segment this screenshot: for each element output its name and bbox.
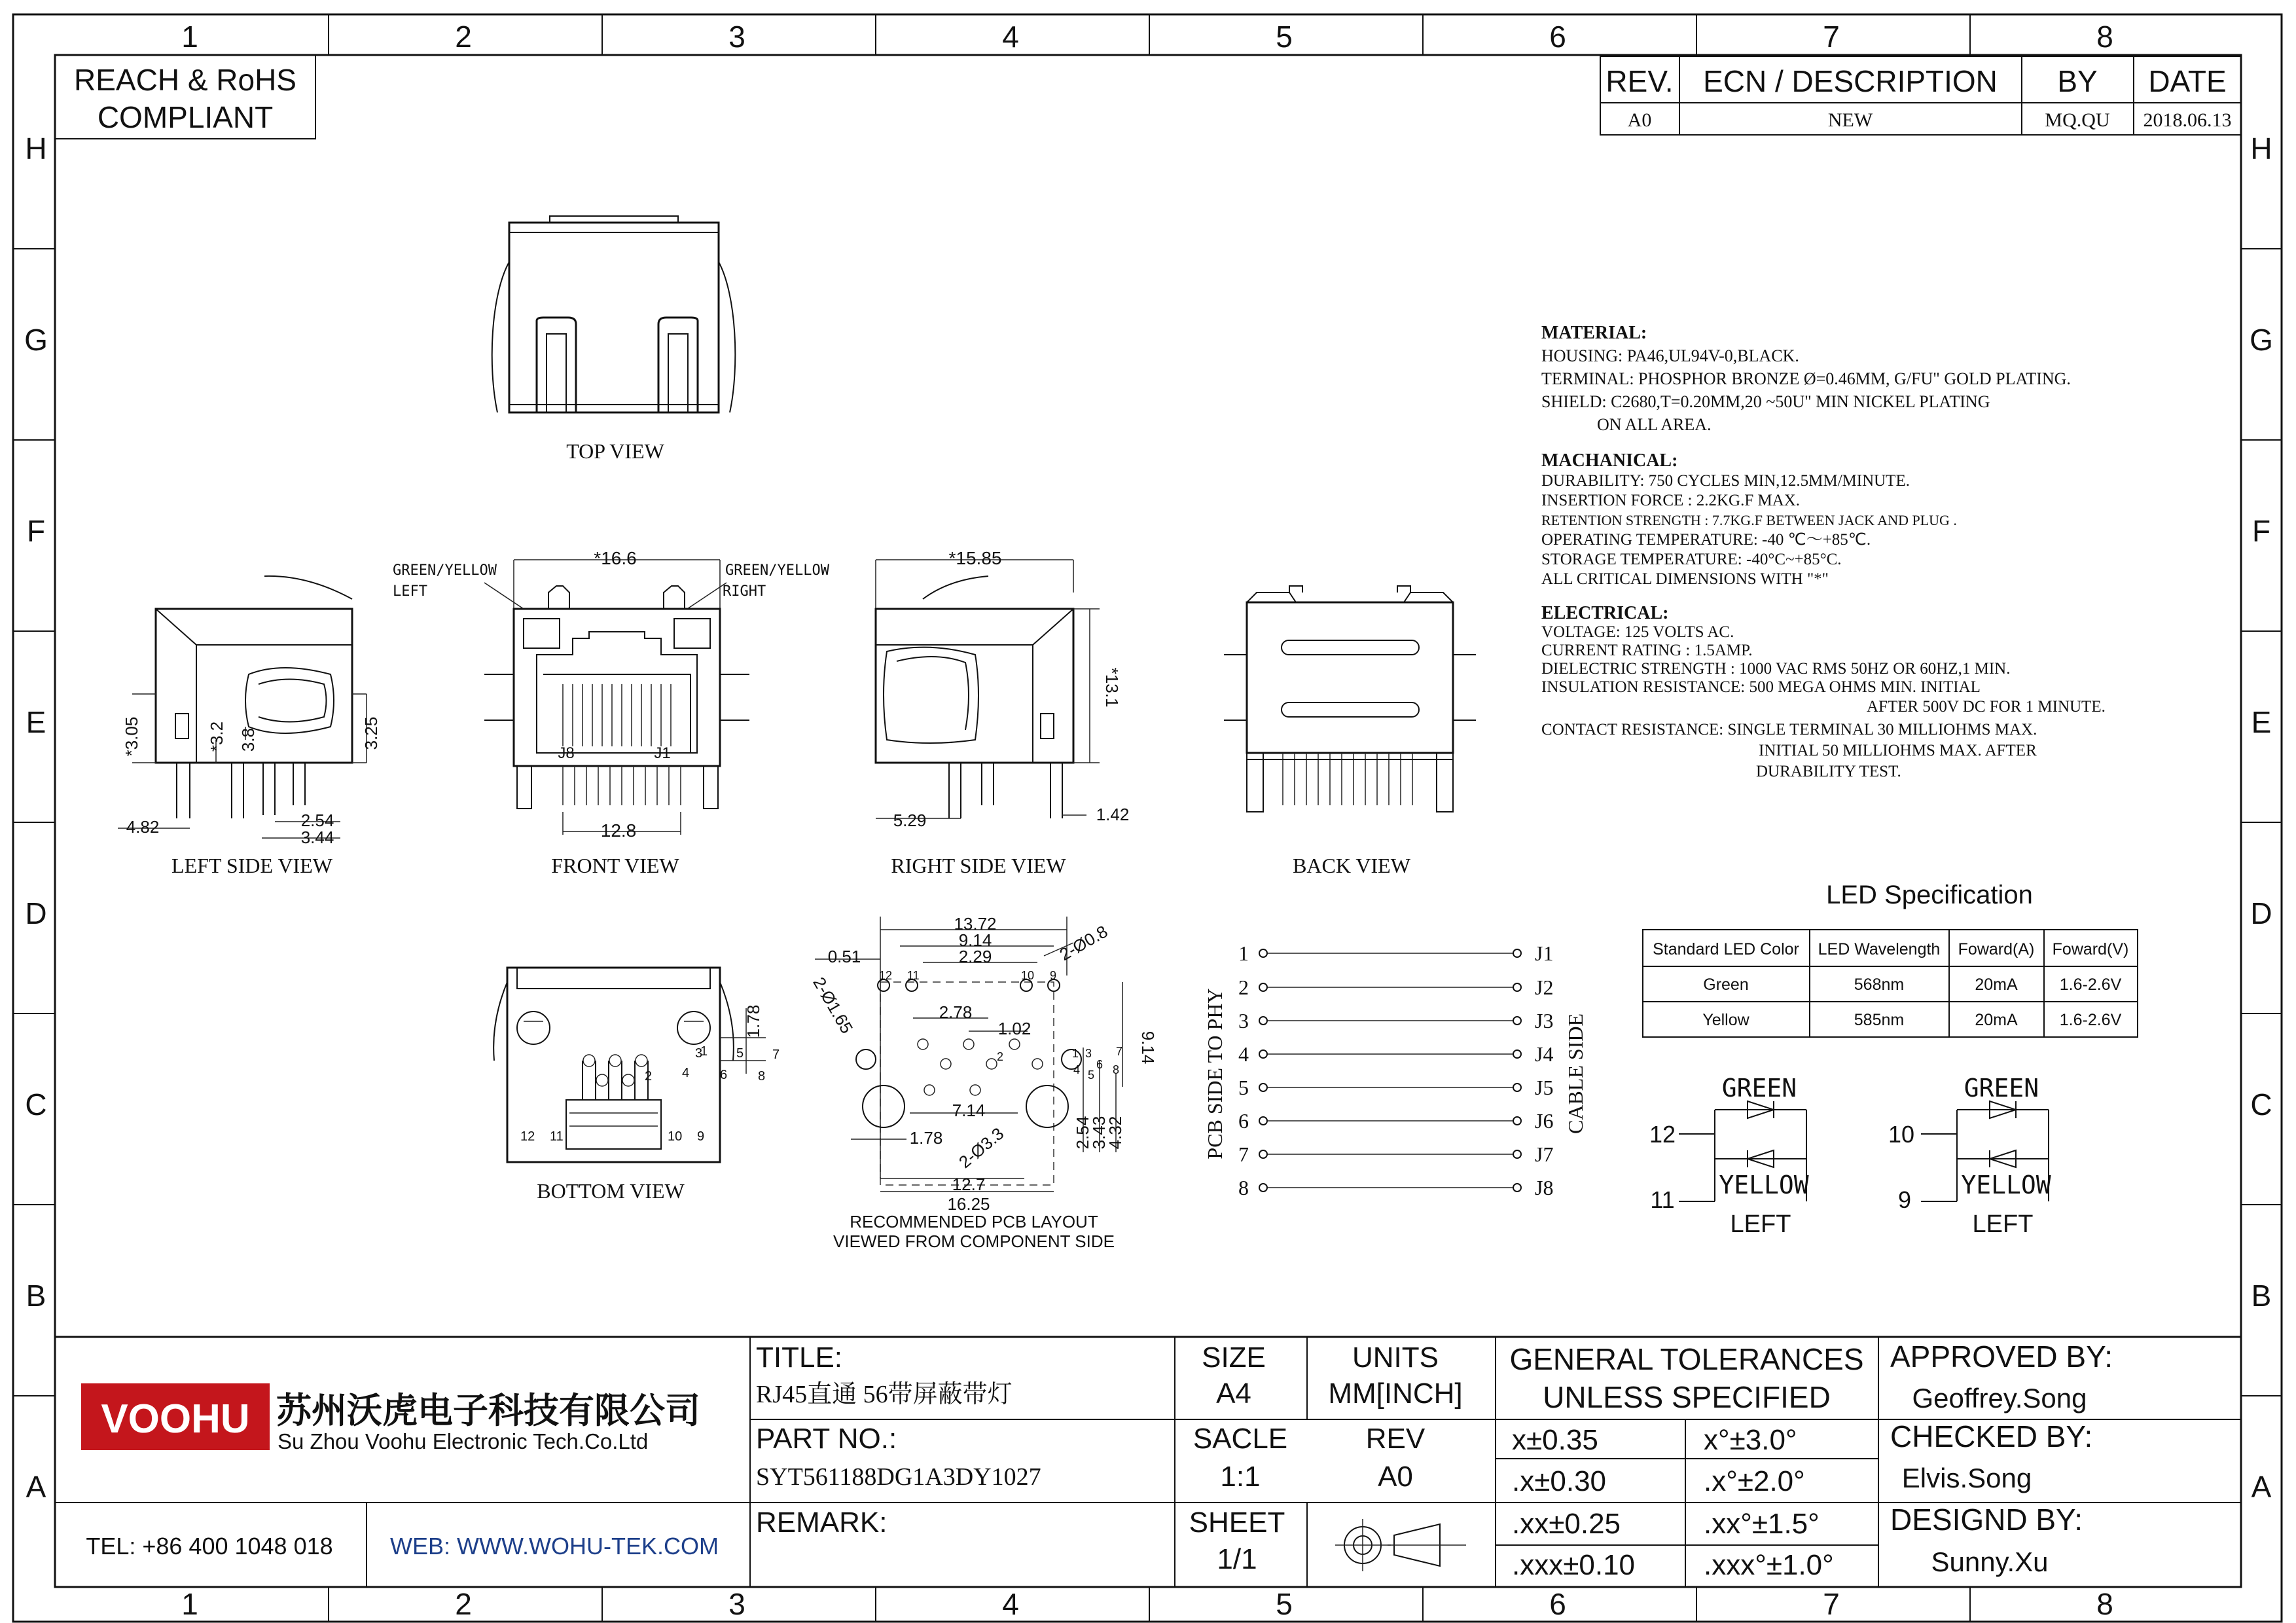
title-value: RJ45直通 56带屏蔽带灯	[756, 1381, 1013, 1408]
grid-row-g: G	[24, 323, 48, 357]
sheet-label: SHEET	[1189, 1506, 1285, 1539]
grid-col-1-bottom: 1	[181, 1587, 198, 1621]
pinout-right-j5: J5	[1535, 1076, 1554, 1099]
pinout-left-6: 6	[1238, 1109, 1249, 1133]
units-label: UNITS	[1352, 1341, 1439, 1374]
grid-row-g-right: G	[2250, 323, 2273, 357]
back-view-label: BACK VIEW	[1293, 854, 1410, 877]
grid-col-4-bottom: 4	[1002, 1587, 1019, 1621]
bottom-pin-1: 1	[700, 1044, 708, 1059]
grid-col-1: 1	[181, 20, 198, 54]
pcb-pin-8: 8	[1113, 1063, 1120, 1076]
pcb-pin-4: 4	[1073, 1063, 1081, 1076]
led-header-wavelength: LED Wavelength	[1818, 940, 1941, 958]
tolerance-angle-2: .xx°±1.5°	[1704, 1508, 1820, 1540]
bottom-view-label: BOTTOM VIEW	[537, 1179, 685, 1203]
grid-col-2-bottom: 2	[455, 1587, 472, 1621]
rev-label: REV	[1365, 1423, 1426, 1455]
outer-frame	[13, 14, 2282, 1622]
mechanical-line-5: STORAGE TEMPERATURE: -40°C~+85°C.	[1541, 551, 1842, 568]
pcb-pin-11: 11	[907, 969, 920, 982]
pinout-right-j3: J3	[1535, 1009, 1554, 1032]
pinout-left-8: 8	[1238, 1176, 1249, 1199]
bottom-view	[493, 968, 780, 1203]
led-header-forward-v: Foward(V)	[2052, 940, 2129, 958]
grid-col-4: 4	[1002, 20, 1019, 54]
scale-value: 1:1	[1220, 1461, 1261, 1493]
compliance-box	[55, 55, 315, 139]
ecn-header: ECN / DESCRIPTION	[1703, 64, 1998, 98]
pcb-layout-label-1: RECOMMENDED PCB LAYOUT	[850, 1212, 1098, 1231]
sheet-value: 1/1	[1217, 1543, 1257, 1575]
pcb-dim-0-51: 0.51	[827, 947, 861, 966]
dim-right-5-29: 5.29	[893, 811, 927, 830]
title-block	[55, 1337, 2241, 1587]
grid-columns-top	[181, 20, 2113, 54]
grid-col-5-bottom: 5	[1276, 1587, 1293, 1621]
bottom-pins-bottom	[520, 1129, 704, 1144]
led-row-yellow-color: Yellow	[1702, 1011, 1749, 1029]
date-header: DATE	[2148, 64, 2227, 98]
pin-j8-label: J8	[558, 744, 575, 762]
rev-value: A0	[1627, 109, 1652, 131]
by-value: MQ.QU	[2045, 109, 2110, 131]
mechanical-line-1: DURABILITY: 750 CYCLES MIN,12.5MM/MINUTE.	[1541, 472, 1910, 490]
part-label: PART NO.:	[756, 1423, 897, 1455]
electrical-title: ELECTRICAL:	[1541, 603, 1669, 623]
electrical-line-2: CURRENT RATING : 1.5AMP.	[1541, 642, 1753, 659]
grid-row-f-right: F	[2251, 514, 2271, 548]
designed-label: DESIGND BY:	[1890, 1503, 2083, 1537]
grid-row-d-right: D	[2250, 896, 2272, 930]
pinout-right-j6: J6	[1535, 1109, 1554, 1133]
tolerance-angle-1: .x°±2.0°	[1704, 1465, 1805, 1497]
material-title: MATERIAL:	[1541, 323, 1647, 343]
units-value: MM[INCH]	[1328, 1377, 1463, 1410]
dim-left-4-82: 4.82	[126, 817, 160, 837]
pinout-right-label: CABLE SIDE	[1564, 1013, 1587, 1134]
led-left-side: LEFT	[393, 583, 427, 600]
electrical-line-4: INSULATION RESISTANCE: 500 MEGA OHMS MIN. INITIAL	[1541, 678, 1981, 696]
led-spec-title: LED Specification	[1826, 881, 2033, 909]
pcb-dim-1-78: 1.78	[909, 1128, 943, 1148]
pinout-left-5: 5	[1238, 1076, 1249, 1099]
grid-row-h: H	[25, 132, 47, 166]
revision-table	[1600, 56, 2241, 135]
grid-col-3-bottom: 3	[728, 1587, 745, 1621]
pcb-dim-hole-0-8: 2-Ø0.8	[1056, 921, 1111, 965]
grid-col-7-bottom: 7	[1823, 1587, 1840, 1621]
bottom-pin-10: 10	[668, 1129, 683, 1144]
title-label: TITLE:	[756, 1341, 843, 1374]
tolerance-linear-3: .xxx±0.10	[1512, 1549, 1636, 1581]
pinout-left-pins	[1238, 941, 1249, 1199]
grid-row-b-right: B	[2251, 1279, 2272, 1313]
material-line-4: ON ALL AREA.	[1597, 415, 1712, 434]
dim-front-width: *16.6	[594, 548, 637, 568]
pcb-pin-7: 7	[1116, 1045, 1123, 1058]
led-row-yellow-voltage: 1.6-2.6V	[2059, 1011, 2122, 1029]
pcb-dim-12-7: 12.7	[952, 1175, 986, 1194]
pinout-left-4: 4	[1238, 1042, 1249, 1066]
dim-right-1-42: 1.42	[1096, 805, 1130, 824]
grid-columns-bottom	[181, 1587, 2113, 1621]
mechanical-title: MACHANICAL:	[1541, 450, 1678, 471]
led-row-green-current: 20mA	[1975, 976, 2018, 994]
led-spec-table	[1643, 881, 2138, 1037]
pcb-layout	[809, 914, 1158, 1251]
left-side-view-label: LEFT SIDE VIEW	[171, 854, 332, 877]
mechanical-line-3: RETENTION STRENGTH : 7.7KG.F BETWEEN JACK AND PLUG .	[1541, 512, 1957, 528]
pinout-left-1: 1	[1238, 941, 1249, 965]
pinout-left-2: 2	[1238, 976, 1249, 999]
checked-label: CHECKED BY:	[1890, 1419, 2093, 1453]
pcb-dim-7-14: 7.14	[952, 1101, 986, 1120]
designed-value: Sunny.Xu	[1931, 1546, 2049, 1577]
pcb-dim-1-02: 1.02	[997, 1019, 1031, 1038]
led-row-green-wavelength: 568nm	[1854, 976, 1905, 994]
compliance-line-1: REACH & RoHS	[74, 63, 296, 97]
front-contacts	[563, 684, 671, 746]
pcb-dim-3-43: 3.43	[1089, 1116, 1109, 1150]
dim-left-3-2: *3.2	[207, 721, 226, 752]
specifications	[1541, 323, 2106, 780]
led-diagram-1	[1649, 1074, 1809, 1238]
tolerance-linear-0: x±0.35	[1512, 1424, 1598, 1456]
grid-rows-left	[24, 132, 48, 1504]
led2-top-pin: 10	[1888, 1121, 1915, 1148]
company-tel: TEL: +86 400 1048 018	[86, 1533, 333, 1559]
third-angle-projection-icon	[1335, 1519, 1466, 1571]
pcb-pin-1: 1	[1072, 1047, 1079, 1060]
led2-bottom-pin: 9	[1897, 1186, 1912, 1213]
top-view-label: TOP VIEW	[566, 439, 664, 463]
rev-block-value: A0	[1378, 1461, 1413, 1493]
bottom-pin-12: 12	[520, 1129, 535, 1144]
pinout-left-label: PCB SIDE TO PHY	[1203, 988, 1227, 1159]
material-line-1: HOUSING: PA46,UL94V-0,BLACK.	[1541, 346, 1799, 365]
grid-col-7: 7	[1823, 20, 1840, 54]
bottom-pin-9: 9	[697, 1129, 705, 1144]
pcb-pin-5: 5	[1088, 1068, 1095, 1082]
grid-col-8-bottom: 8	[2096, 1587, 2113, 1621]
grid-row-f: F	[26, 514, 46, 548]
mechanical-line-4: OPERATING TEMPERATURE: -40 ℃～+85℃.	[1541, 531, 1871, 549]
grid-row-b: B	[26, 1279, 46, 1313]
dim-right-width: *15.85	[948, 548, 1002, 568]
led2-lower-label: YELLOW	[1961, 1171, 2051, 1199]
led1-bottom-pin: 11	[1650, 1186, 1675, 1213]
dim-right-height: *13.1	[1102, 667, 1122, 708]
front-view-label: FRONT VIEW	[551, 854, 679, 877]
electrical-line-6: CONTACT RESISTANCE: SINGLE TERMINAL 30 MILLIOHMS MAX.	[1541, 721, 2037, 739]
grid-col-3: 3	[728, 20, 745, 54]
checked-value: Elvis.Song	[1901, 1463, 2032, 1493]
dim-bottom-1-78: 1.78	[744, 1004, 763, 1038]
grid-row-c-right: C	[2250, 1087, 2272, 1122]
led-row-yellow-current: 20mA	[1975, 1011, 2018, 1029]
led1-lower-label: YELLOW	[1719, 1171, 1809, 1199]
grid-row-e-right: E	[2251, 705, 2272, 739]
material-line-3: SHIELD: C2680,T=0.20MM,20 ~50U" MIN NICKEL PLATING	[1541, 392, 1990, 411]
date-value: 2018.06.13	[2143, 109, 2232, 131]
approved-value: Geoffrey.Song	[1912, 1383, 2087, 1413]
pcb-dim-2-54: 2.54	[1073, 1116, 1092, 1150]
grid-rows-right	[2250, 132, 2273, 1504]
top-view	[492, 216, 736, 463]
bottom-pins-top	[645, 1044, 780, 1084]
dim-left-3-25: 3.25	[361, 716, 381, 750]
pinout-right-j8: J8	[1535, 1176, 1554, 1199]
led1-side-label: LEFT	[1730, 1211, 1791, 1238]
pinout-right-j2: J2	[1535, 976, 1554, 999]
company-logo-text: VOOHU	[101, 1396, 250, 1442]
tolerance-title-2: UNLESS SPECIFIED	[1543, 1380, 1831, 1414]
pcb-pin-12: 12	[879, 969, 893, 982]
tolerance-title-1: GENERAL TOLERANCES	[1509, 1342, 1864, 1376]
back-view	[1224, 586, 1476, 877]
bottom-pin-4: 4	[682, 1066, 690, 1080]
led1-upper-label: GREEN	[1721, 1074, 1797, 1103]
tolerance-angle-0: x°±3.0°	[1704, 1424, 1797, 1456]
led2-upper-label: GREEN	[1964, 1074, 2039, 1103]
bottom-pin-7: 7	[772, 1048, 780, 1062]
front-view	[393, 548, 830, 877]
pcb-dim-hole-3-3: 2-Ø3.3	[955, 1123, 1008, 1173]
rev-header: REV.	[1605, 64, 1674, 98]
pcb-layout-label-2: VIEWED FROM COMPONENT SIDE	[833, 1231, 1115, 1251]
ecn-value: NEW	[1827, 109, 1873, 131]
pcb-pin-2: 2	[997, 1050, 1004, 1063]
tolerance-linear-2: .xx±0.25	[1512, 1508, 1621, 1540]
led-right-color: GREEN/YELLOW	[725, 562, 829, 579]
pcb-dim-2-78: 2.78	[939, 1002, 973, 1022]
grid-col-6: 6	[1549, 20, 1566, 54]
right-side-view-label: RIGHT SIDE VIEW	[891, 854, 1066, 877]
material-line-2: TERMINAL: PHOSPHOR BRONZE Ø=0.46MM, G/FU" GOLD PLATING.	[1541, 369, 2071, 388]
scale-label: SACLE	[1193, 1423, 1288, 1455]
led-header-forward-a: Foward(A)	[1958, 940, 2035, 958]
pcb-pin-10: 10	[1021, 969, 1035, 982]
led-row-green-voltage: 1.6-2.6V	[2059, 976, 2122, 994]
pinout-right-j7: J7	[1535, 1142, 1554, 1166]
led1-top-pin: 12	[1649, 1121, 1676, 1148]
part-number-value: SYT561188DG1A3DY1027	[756, 1463, 1041, 1491]
compliance-line-2: COMPLIANT	[97, 100, 274, 134]
grid-row-d: D	[25, 896, 47, 930]
electrical-line-5: AFTER 500V DC FOR 1 MINUTE.	[1867, 698, 2106, 716]
pin-j1-label: J1	[654, 744, 671, 762]
bottom-pin-11: 11	[550, 1129, 564, 1144]
pinout-right-j4: J4	[1535, 1042, 1554, 1066]
pinout-right-pins	[1535, 941, 1553, 1199]
dim-front-bottom: 12.8	[600, 820, 637, 841]
tolerance-angle-3: .xxx°±1.0°	[1704, 1549, 1834, 1581]
led-diagram-2	[1888, 1074, 2051, 1238]
company-name-en: Su Zhou Voohu Electronic Tech.Co.Ltd	[278, 1429, 649, 1453]
electrical-line-7: INITIAL 50 MILLIOHMS MAX. AFTER	[1759, 742, 2037, 759]
approved-label: APPROVED BY:	[1890, 1340, 2113, 1374]
grid-row-a-right: A	[2251, 1470, 2272, 1504]
company-name-cn: 苏州沃虎电子科技有限公司	[276, 1391, 700, 1431]
pcb-dim-4-32: 4.32	[1105, 1116, 1125, 1150]
pinout-left-7: 7	[1238, 1142, 1249, 1166]
remark-label: REMARK:	[756, 1506, 888, 1539]
bottom-pin-3: 3	[695, 1046, 703, 1061]
mechanical-line-2: INSERTION FORCE : 2.2KG.F MAX.	[1541, 492, 1801, 509]
pinout-left-3: 3	[1238, 1009, 1249, 1032]
size-value: A4	[1216, 1377, 1251, 1410]
company-web: WEB: WWW.WOHU-TEK.COM	[390, 1533, 719, 1559]
dim-left-2-54: 2.54	[300, 811, 334, 830]
led-row-yellow-wavelength: 585nm	[1854, 1011, 1905, 1029]
grid-col-8: 8	[2096, 20, 2113, 54]
pcb-pin-6: 6	[1096, 1058, 1103, 1071]
pcb-pin-9: 9	[1050, 969, 1057, 982]
grid-row-h-right: H	[2250, 132, 2272, 166]
bottom-pin-6: 6	[720, 1068, 728, 1082]
grid-col-2: 2	[455, 20, 472, 54]
grid-row-e: E	[26, 705, 46, 739]
pinout-diagram	[1203, 941, 1587, 1199]
grid-row-c: C	[25, 1087, 47, 1122]
by-header: BY	[2057, 64, 2098, 98]
led-header-color: Standard LED Color	[1653, 940, 1799, 958]
led-right-side: RIGHT	[723, 583, 766, 600]
dim-left-3-44: 3.44	[300, 828, 334, 847]
grid-row-a: A	[26, 1470, 46, 1504]
pcb-dim-16-25: 16.25	[947, 1194, 990, 1214]
bottom-pin-8: 8	[758, 1069, 766, 1084]
pcb-dim-9-14-side: 9.14	[1138, 1030, 1158, 1065]
size-label: SIZE	[1202, 1341, 1266, 1374]
electrical-line-1: VOLTAGE: 125 VOLTS AC.	[1541, 623, 1734, 641]
pcb-dim-hole-1-65: 2-Ø1.65	[809, 974, 857, 1037]
pcb-dim-13-72: 13.72	[954, 914, 997, 934]
bottom-pin-2: 2	[645, 1069, 653, 1084]
left-side-view	[118, 576, 381, 877]
dim-left-3-8: 3.8	[238, 727, 258, 752]
led-row-green-color: Green	[1703, 976, 1749, 994]
tolerance-linear-1: .x±0.30	[1512, 1465, 1607, 1497]
dim-left-3-05: *3.05	[122, 716, 141, 757]
bottom-pin-5: 5	[736, 1046, 744, 1061]
pinout-right-j1: J1	[1535, 941, 1554, 965]
electrical-line-3: DIELECTRIC STRENGTH : 1000 VAC RMS 50HZ OR 60HZ,1 MIN.	[1541, 660, 2011, 678]
pcb-dim-9-14-top: 9.14	[958, 930, 992, 950]
led-left-color: GREEN/YELLOW	[393, 562, 497, 579]
led2-side-label: LEFT	[1972, 1211, 2034, 1238]
pcb-dim-2-29: 2.29	[958, 947, 992, 966]
mechanical-line-6: ALL CRITICAL DIMENSIONS WITH "*"	[1541, 570, 1829, 588]
grid-col-5: 5	[1276, 20, 1293, 54]
electrical-line-8: DURABILITY TEST.	[1756, 763, 1901, 780]
grid-col-6-bottom: 6	[1549, 1587, 1566, 1621]
grid-row-ticks	[13, 249, 2282, 1396]
right-side-view	[876, 548, 1129, 877]
pcb-pin-3: 3	[1085, 1047, 1092, 1060]
